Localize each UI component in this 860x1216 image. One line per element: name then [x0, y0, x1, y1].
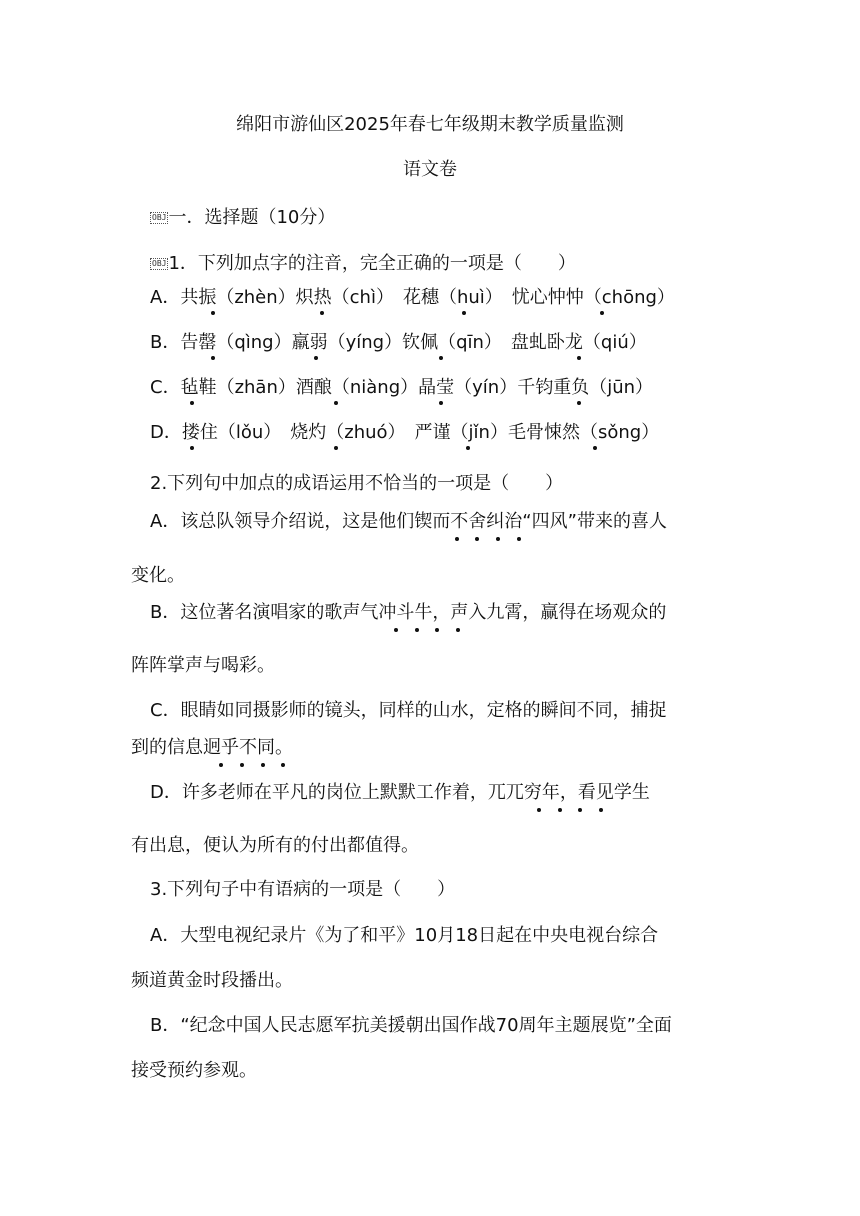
emphasis-dot — [261, 763, 265, 767]
emphasis-dot — [415, 628, 419, 632]
emphasis-dot — [455, 537, 459, 541]
emphasis-dot — [537, 808, 541, 812]
question-1-text: 1．下列加点字的注音，完全正确的一项是（ ） — [168, 253, 576, 274]
emphasis-dot — [435, 628, 439, 632]
emphasis-dot — [577, 401, 581, 405]
question-2-option-c-line2: 到的信息迥乎不同。 — [131, 737, 293, 758]
emphasis-dot — [281, 763, 285, 767]
emphasis-dot — [577, 356, 581, 360]
emphasis-dot — [599, 808, 603, 812]
emphasis-dot — [314, 356, 318, 360]
question-2-option-d-line2: 有出息，便认为所有的付出都值得。 — [131, 835, 419, 856]
emphasis-dot — [334, 446, 338, 450]
section-heading — [150, 206, 335, 230]
section-heading-text: 一．选择题（10分） — [168, 207, 336, 228]
question-2-option-c-line1: C．眼睛如同摄影师的镜头，同样的山水，定格的瞬间不同，捕捉 — [150, 700, 667, 721]
question-3-option-a-line1: A．大型电视纪录片《为了和平》10月18日起在中央电视台综合 — [150, 925, 659, 946]
page-subtitle: 语文卷 — [403, 159, 457, 180]
emphasis-dot — [456, 628, 460, 632]
question-3-stem: 3.下列句子中有语病的一项是（ ） — [150, 879, 456, 900]
emphasis-dot — [578, 808, 582, 812]
emphasis-dot — [219, 763, 223, 767]
question-1-option-b: B．告罄（qìng）羸弱（yíng）钦佩（qīn） 盘虬卧龙（qiú） — [150, 332, 647, 353]
emphasis-dot — [190, 401, 194, 405]
question-3-option-b-line2: 接受预约参观。 — [131, 1060, 257, 1081]
question-1-option-a: A．共振（zhèn）炽热（chì） 花穗（huì） 忧心忡忡（chōng） — [150, 287, 675, 308]
emphasis-dot — [190, 446, 194, 450]
page-title: 绵阳市游仙区2025年春七年级期末教学质量监测 — [236, 114, 624, 135]
emphasis-dot — [334, 401, 338, 405]
emphasis-dot — [211, 311, 215, 315]
question-2-option-a-line1: A．该总队领导介绍说，这是他们锲而不舍纠治“四风”带来的喜人 — [150, 511, 667, 532]
question-2-option-b-line1: B．这位著名演唱家的歌声气冲斗牛，声入九霄，赢得在场观众的 — [150, 602, 667, 623]
emphasis-dot — [462, 311, 466, 315]
question-1-option-d: D．搂住（lǒu） 烧灼（zhuó） 严谨（jǐn）毛骨悚然（sǒng） — [150, 422, 660, 443]
emphasis-dot — [394, 628, 398, 632]
question-1-stem — [150, 252, 576, 276]
obj-marker: OBJ — [152, 259, 167, 268]
question-1-option-c: C．毡鞋（zhān）酒酿（niàng）晶莹（yín）千钧重负（jūn） — [150, 377, 654, 398]
emphasis-dot — [320, 311, 324, 315]
question-2-stem: 2.下列句中加点的成语运用不恰当的一项是（ ） — [150, 473, 564, 494]
question-2-option-d-line1: D．许多老师在平凡的岗位上默默工作着，兀兀穷年，看见学生 — [150, 782, 650, 803]
obj-marker: OBJ — [152, 213, 167, 222]
emphasis-dot — [558, 808, 562, 812]
emphasis-dot — [517, 537, 521, 541]
emphasis-dot — [593, 446, 597, 450]
emphasis-dot — [211, 356, 215, 360]
emphasis-dot — [600, 311, 604, 315]
question-3-option-a-line2: 频道黄金时段播出。 — [131, 970, 293, 991]
emphasis-dot — [475, 537, 479, 541]
emphasis-dot — [496, 537, 500, 541]
question-2-option-b-line2: 阵阵掌声与喝彩。 — [131, 655, 275, 676]
emphasis-dot — [439, 356, 443, 360]
question-2-option-a-line2: 变化。 — [131, 565, 185, 586]
emphasis-dot — [240, 763, 244, 767]
emphasis-dot — [466, 446, 470, 450]
question-3-option-b-line1: B．“纪念中国人民志愿军抗美援朝出国作战70周年主题展览”全面 — [150, 1015, 672, 1036]
emphasis-dot — [439, 401, 443, 405]
